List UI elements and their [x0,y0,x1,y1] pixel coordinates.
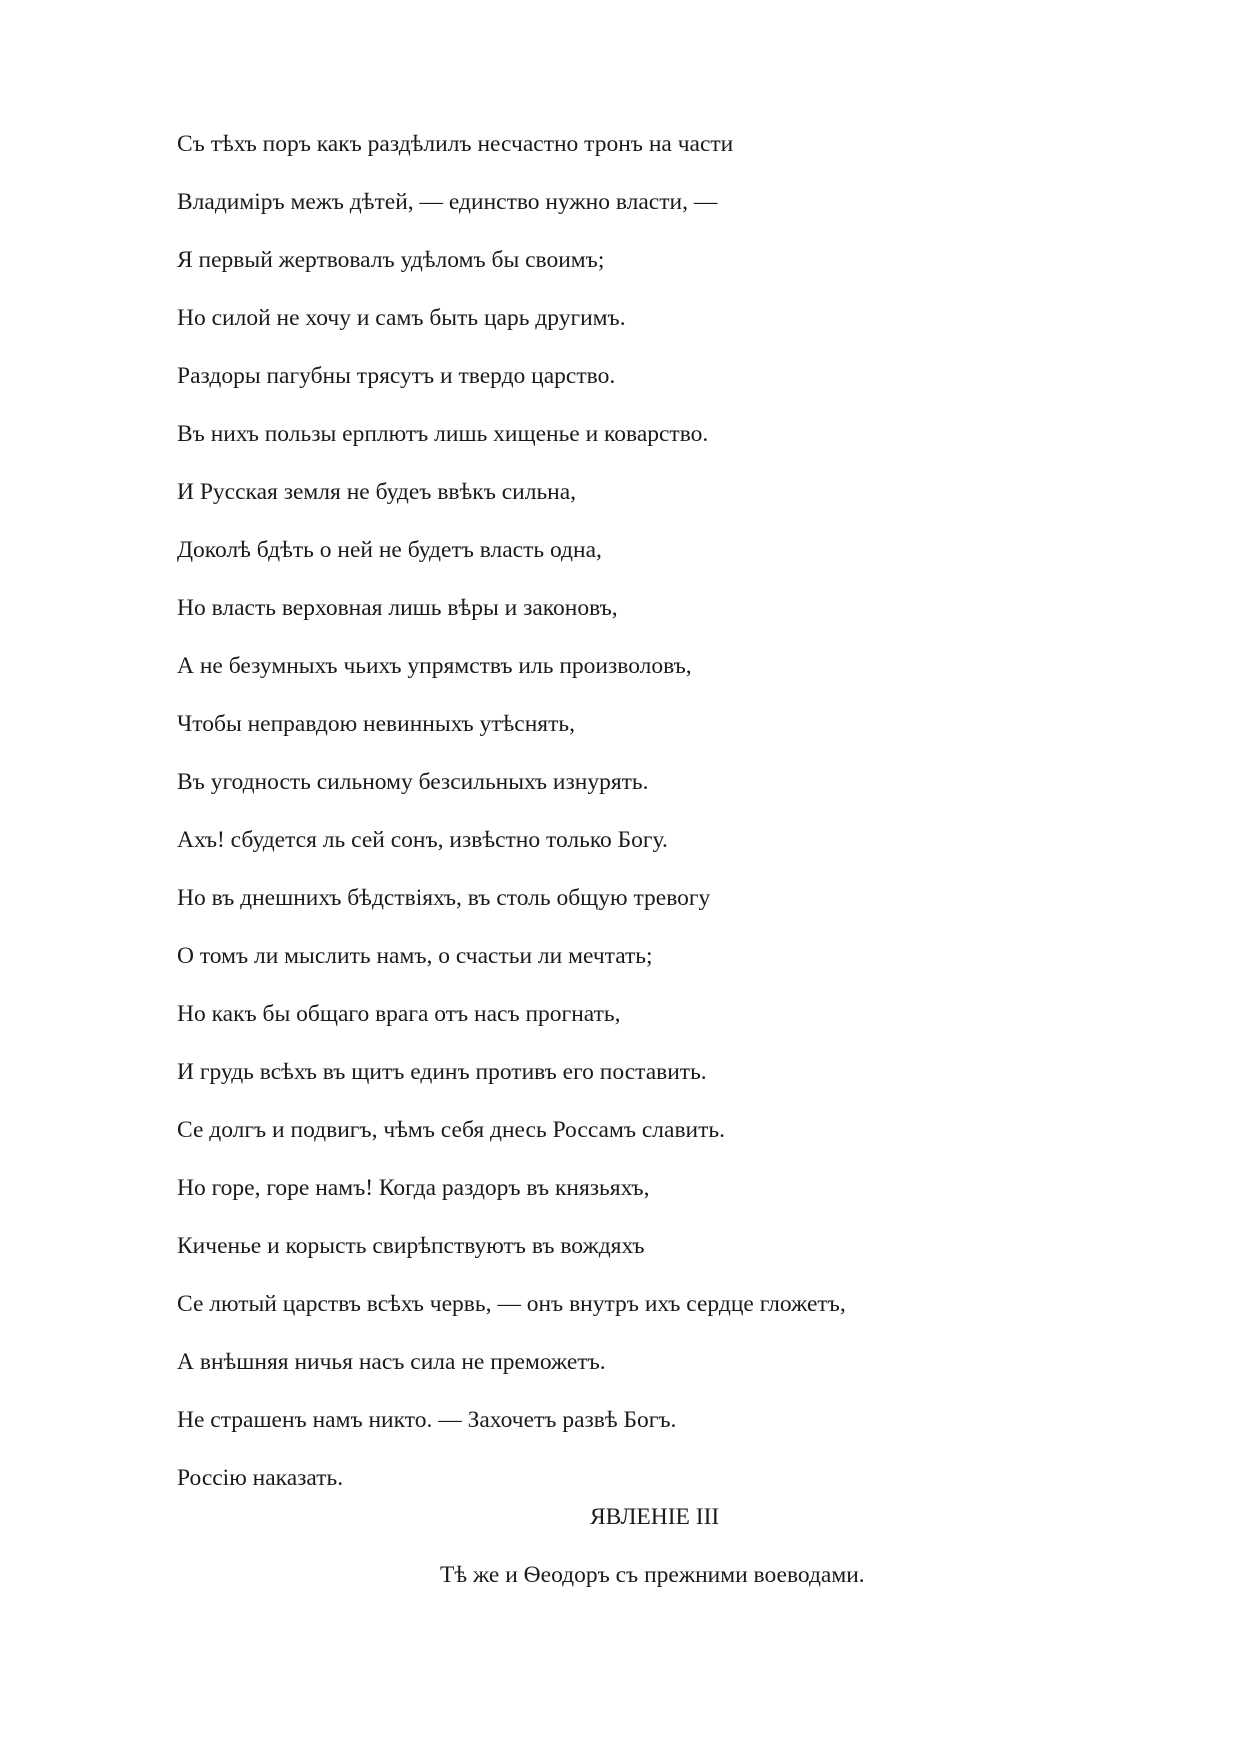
verse-line: Съ тѣхъ поръ какъ раздѣлилъ несчастно тронъ на части [177,131,734,157]
verse-line: Россiю наказать. [177,1465,344,1491]
verse-line: Но горе, горе намъ! Когда раздоръ въ князьяхъ, [177,1175,650,1201]
verse-line: Но власть верховная лишь вѣры и законовъ, [177,595,618,621]
verse-line: Се лютый царствъ всѣхъ червь, — онъ внутръ ихъ сердце гложетъ, [177,1291,846,1317]
verse-line: Но какъ бы общаго врага отъ насъ прогнать, [177,1001,621,1027]
verse-line: Въ угодность сильному безсильныхъ изнурять. [177,769,649,795]
verse-line: О томъ ли мыслить намъ, о счастьи ли мечтать; [177,943,653,969]
verse-line: Не страшенъ намъ никто. — Захочетъ развѣ Богъ. [177,1407,677,1433]
verse-line: А внѣшняя ничья насъ сила не преможетъ. [177,1349,606,1375]
verse-line: Ахъ! сбудется ль сей сонъ, извѣстно только Богу. [177,827,668,853]
verse-line: Владимiръ межъ дѣтей, — единство нужно власти, — [177,189,718,215]
verse-line: А не безумныхъ чьихъ упрямствъ иль произволовъ, [177,653,692,679]
stage-direction: Тѣ же и Ѳеодоръ съ прежними воеводами. [440,1562,865,1588]
verse-line: Чтобы неправдою невинныхъ утѣснять, [177,711,575,737]
verse-line: Се долгъ и подвигъ, чѣмъ себя днесь Россамъ славить. [177,1117,725,1143]
verse-line: Я первый жертвовалъ удѣломъ бы своимъ; [177,247,605,273]
verse-line: И Русская земля не будеъ ввѣкъ сильна, [177,479,577,505]
verse-line: Киченье и корысть свирѣпствуютъ въ вождяхъ [177,1233,645,1259]
verse-line: И грудь всѣхъ въ щитъ единъ противъ его поставить. [177,1059,707,1085]
verse-block [177,115,846,1507]
verse-line: Доколѣ бдѣть о ней не будетъ власть одна, [177,537,602,563]
verse-line: Въ нихъ пользы ерплютъ лишь хищенье и коварство. [177,421,709,447]
verse-line: Но силой не хочу и самъ быть царь другимъ. [177,305,626,331]
scene-heading: ЯВЛЕНIЕ III [590,1504,720,1530]
verse-line: Раздоры пагубны трясутъ и твердо царство. [177,363,616,389]
verse-line: Но въ днешнихъ бѣдствiяхъ, въ столь общую тревогу [177,885,711,911]
